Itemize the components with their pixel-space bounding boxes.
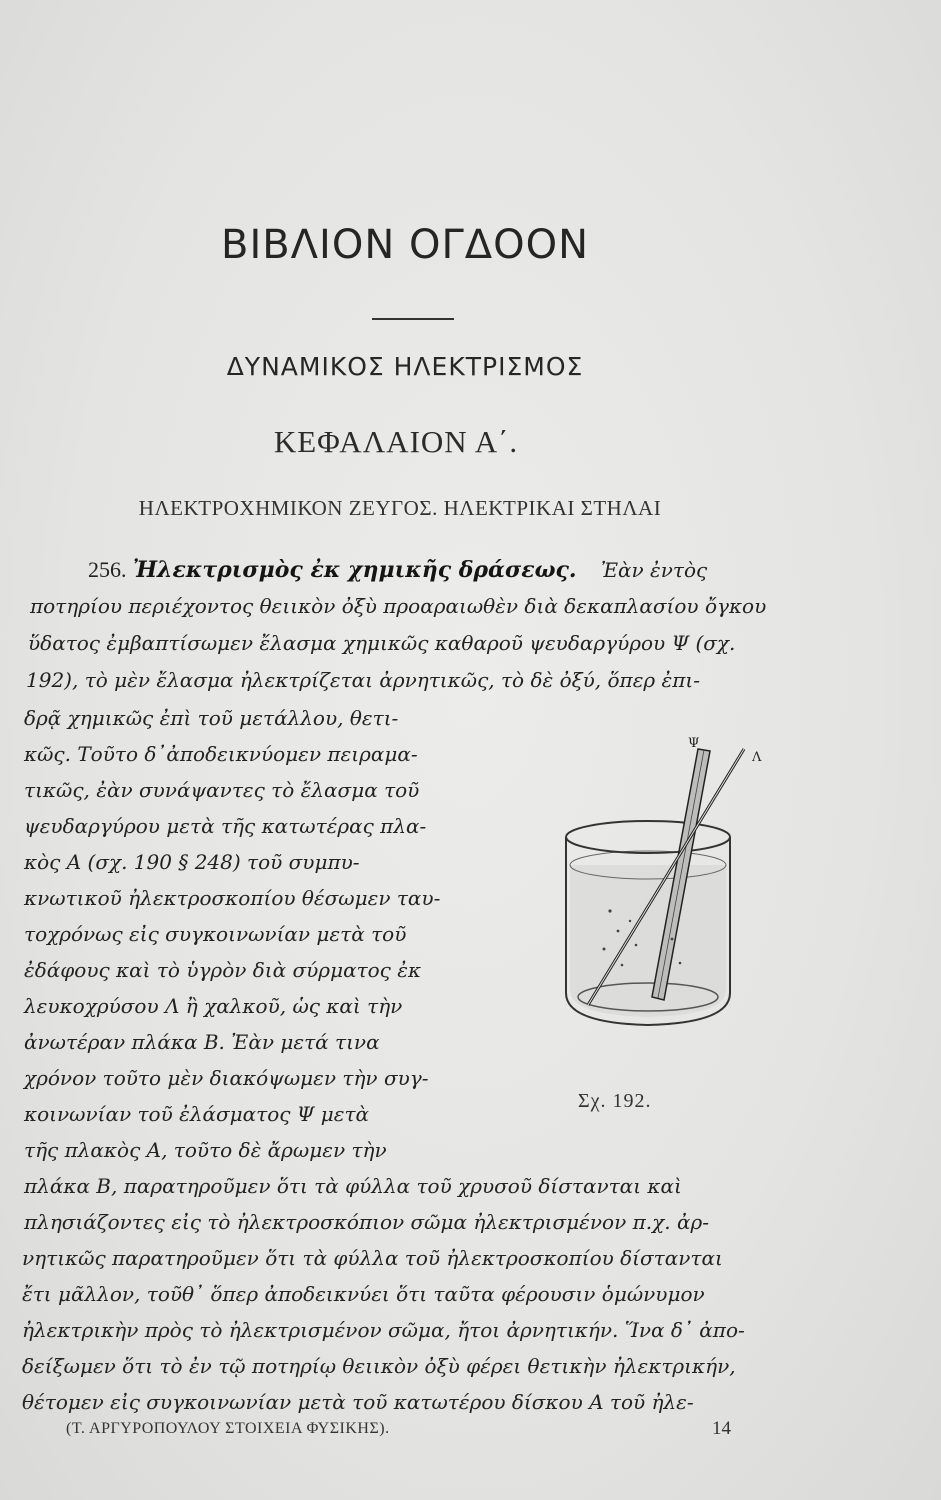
chapter-subtitle: ΗΛΕΚΤΡΟΧΗΜΙΚΟΝ ΖΕΥΓΟΣ. ΗΛΕΚΤΡΙΚΑΙ ΣΤΗΛΑΙ bbox=[138, 496, 662, 520]
section-heading-line bbox=[88, 557, 707, 583]
body-line: ψευδαργύρου μετὰ τῆς κατωτέρας πλα- bbox=[24, 814, 427, 838]
body-line: τικῶς, ἐὰν συνάψαντες τὸ ἔλασμα τοῦ bbox=[24, 778, 420, 802]
section-number: 256. bbox=[88, 557, 127, 582]
body-line: κῶς. Τοῦτο δ᾽ἀποδεικνύομεν πειραμα- bbox=[24, 742, 418, 766]
bubble bbox=[617, 930, 620, 933]
book-title: ΒΙΒΛΙΟΝ ΟΓΔΟΟΝ bbox=[221, 222, 589, 268]
bubble bbox=[635, 944, 638, 947]
body-line: νητικῶς παρατηροῦμεν ὅτι τὰ φύλλα τοῦ ἠλεκτροσκοπίου δίστανται bbox=[22, 1246, 723, 1270]
section-title: Ἠλεκτρισμὸς ἐκ χημικῆς δράσεως. bbox=[132, 557, 577, 583]
body-line: 192), τὸ μὲν ἔλασμα ἠλεκτρίζεται ἀρνητικῶς, τὸ δὲ ὀξύ, ὅπερ ἐπι- bbox=[26, 668, 701, 692]
bubble bbox=[603, 948, 606, 951]
bubble bbox=[608, 909, 611, 912]
body-line: ἀνωτέραν πλάκα Β. Ἐὰν μετά τινα bbox=[24, 1030, 380, 1054]
bubble bbox=[679, 962, 682, 965]
beaker-rim bbox=[566, 821, 730, 853]
body-line: ἐδάφους καὶ τὸ ὑγρὸν διὰ σύρματος ἐκ bbox=[24, 958, 422, 982]
subject-heading: ΔΥΝΑΜΙΚΟΣ ΗΛΕΚΤΡΙΣΜΟΣ bbox=[226, 352, 584, 381]
bubble bbox=[629, 920, 631, 922]
body-line: ἠλεκτρικὴν πρὸς τὸ ἠλεκτρισμένον σῶμα, ἤτοι ἀρνητικήν. Ἵνα δ᾽ ἀπο- bbox=[22, 1318, 745, 1342]
body-line: θέτομεν εἰς συγκοινωνίαν μετὰ τοῦ κατωτέρου δίσκου Α τοῦ ἠλε- bbox=[22, 1390, 694, 1414]
body-line: χρόνον τοῦτο μὲν διακόψωμεν τὴν συγ- bbox=[24, 1066, 429, 1090]
body-line: λευκοχρύσου Λ ἢ χαλκοῦ, ὡς καὶ τὴν bbox=[24, 994, 403, 1018]
body-line: πλησιάζοντες εἰς τὸ ἠλεκτροσκόπιον σῶμα ἠλεκτρισμένον π.χ. ἀρ- bbox=[24, 1210, 709, 1234]
body-line: κοινωνίαν τοῦ ἐλάσματος Ψ μετὰ bbox=[24, 1102, 370, 1126]
body-line: πλάκα Β, παρατηροῦμεν ὅτι τὰ φύλλα τοῦ χρυσοῦ δίστανται καὶ bbox=[24, 1174, 682, 1198]
page-number: 14 bbox=[712, 1418, 731, 1439]
body-line: κνωτικοῦ ἠλεκτροσκοπίου θέσωμεν ταυ- bbox=[24, 886, 441, 910]
bubble bbox=[621, 964, 624, 967]
body-line: τοχρόνως εἰς συγκοινωνίαν μετὰ τοῦ bbox=[24, 922, 407, 946]
wire-label: Λ bbox=[752, 750, 762, 765]
body-line: δείξωμεν ὅτι τὸ ἐν τῷ ποτηρίῳ θειικὸν ὀξὺ φέρει θετικὴν ἠλεκτρικήν, bbox=[22, 1354, 736, 1378]
body-line: ὕδατος ἐμβαπτίσωμεν ἔλασμα χημικῶς καθαροῦ ψευδαργύρου Ψ (σχ. bbox=[28, 631, 736, 655]
bubble bbox=[671, 938, 674, 941]
body-line: δρᾷ χημικῶς ἐπὶ τοῦ μετάλλου, θετι- bbox=[24, 706, 399, 730]
title-rule bbox=[372, 318, 454, 320]
chapter-heading: ΚΕΦΑΛΑΙΟΝ Α΄. bbox=[273, 424, 519, 459]
beaker-figure bbox=[548, 735, 778, 1035]
section-first-text: Ἐὰν ἐντὸς bbox=[600, 558, 708, 582]
body-line: τῆς πλακὸς Α, τοῦτο δὲ ἄρωμεν τὴν bbox=[24, 1138, 387, 1162]
body-line: κὸς Α (σχ. 190 § 248) τοῦ συμπυ- bbox=[24, 850, 360, 874]
zinc-label: Ψ bbox=[688, 736, 700, 751]
footer-source: (Τ. ΑΡΓΥΡΟΠΟΥΛΟΥ ΣΤΟΙΧΕΙΑ ΦΥΣΙΚΗΣ). bbox=[66, 1420, 390, 1437]
figure-caption: Σχ. 192. bbox=[578, 1090, 652, 1112]
body-line: ἔτι μᾶλλον, τοῦθ᾽ ὅπερ ἀποδεικνύει ὅτι ταῦτα φέρουσιν ὁμώνυμον bbox=[22, 1282, 705, 1306]
body-line: ποτηρίου περιέχοντος θειικὸν ὀξὺ προαραιωθὲν διὰ δεκαπλασίου ὄγκου bbox=[30, 594, 767, 618]
